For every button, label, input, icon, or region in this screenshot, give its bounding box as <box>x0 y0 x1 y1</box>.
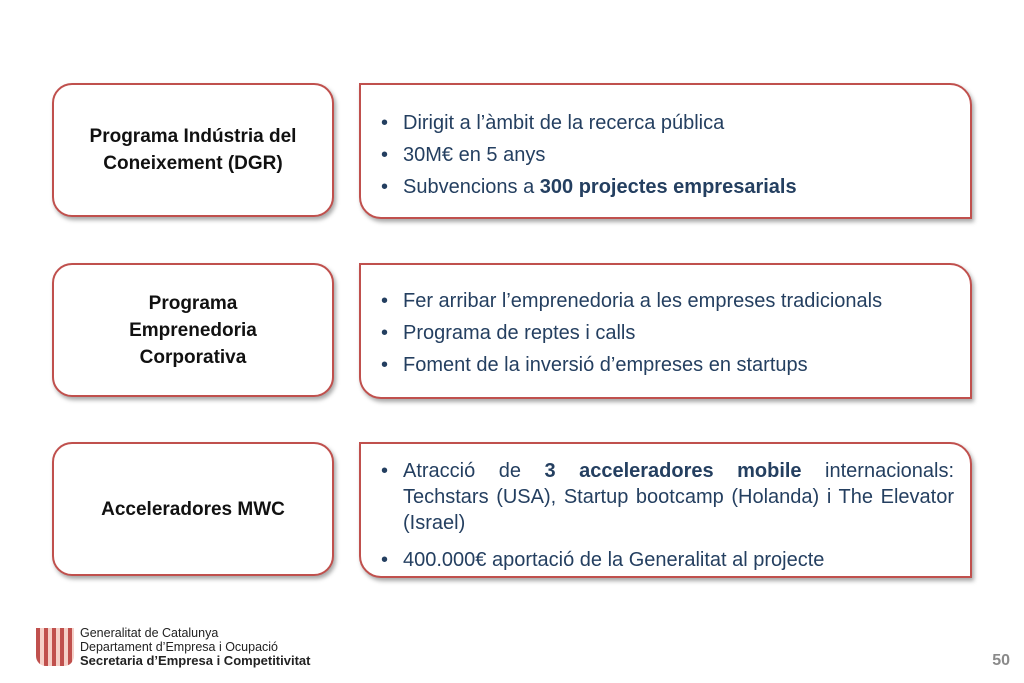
program-content-box-2 <box>359 263 972 399</box>
bullet-item: • 30M€ en 5 anys <box>377 139 954 171</box>
program-title-line: Emprenedoria <box>129 319 257 341</box>
logo-line: Secretaria d’Empresa i Competitivitat <box>80 653 311 668</box>
generalitat-logo <box>36 626 336 670</box>
generalitat-crest-icon <box>36 628 74 666</box>
program-title-line: Programa <box>148 292 238 314</box>
bullet-item: • Fer arribar l’emprenedoria a les empreses tradicionals <box>377 285 954 317</box>
program-title-box-1 <box>52 83 334 217</box>
bullet-item: • 400.000€ aportació de la Generalitat al projecte <box>377 544 954 576</box>
program-content-box-3 <box>359 442 972 578</box>
program-title-box-2 <box>52 263 334 397</box>
logo-line: Departament d’Empresa i Ocupació <box>80 640 279 654</box>
bullet-list <box>377 458 954 576</box>
bullet-item: • Dirigit a l’àmbit de la recerca pública <box>377 107 954 139</box>
page-number: 50 <box>992 652 1010 669</box>
bullet-item: • Foment de la inversió d’empreses en startups <box>377 349 954 381</box>
bullet-item: • Programa de reptes i calls <box>377 317 954 349</box>
bullet-item: • Subvencions a 300 projectes empresarials <box>377 171 954 203</box>
program-title-line: Coneixement (DGR) <box>103 153 283 174</box>
program-title-line: Programa Indústria del <box>89 126 297 147</box>
program-title-box-3 <box>52 442 334 576</box>
program-content-box-1 <box>359 83 972 219</box>
program-title-line: Acceleradores MWC <box>101 498 285 520</box>
logo-line: Generalitat de Catalunya <box>80 626 219 640</box>
bullet-list <box>377 107 954 203</box>
bullet-item: • Atracció de 3 acceleradores mobile internacionals: Techstars (USA), Startup bootcamp (Holanda) i The Elevator (Israel) <box>377 458 954 536</box>
bullet-list <box>377 285 954 381</box>
program-title-line: Corporativa <box>139 346 247 368</box>
